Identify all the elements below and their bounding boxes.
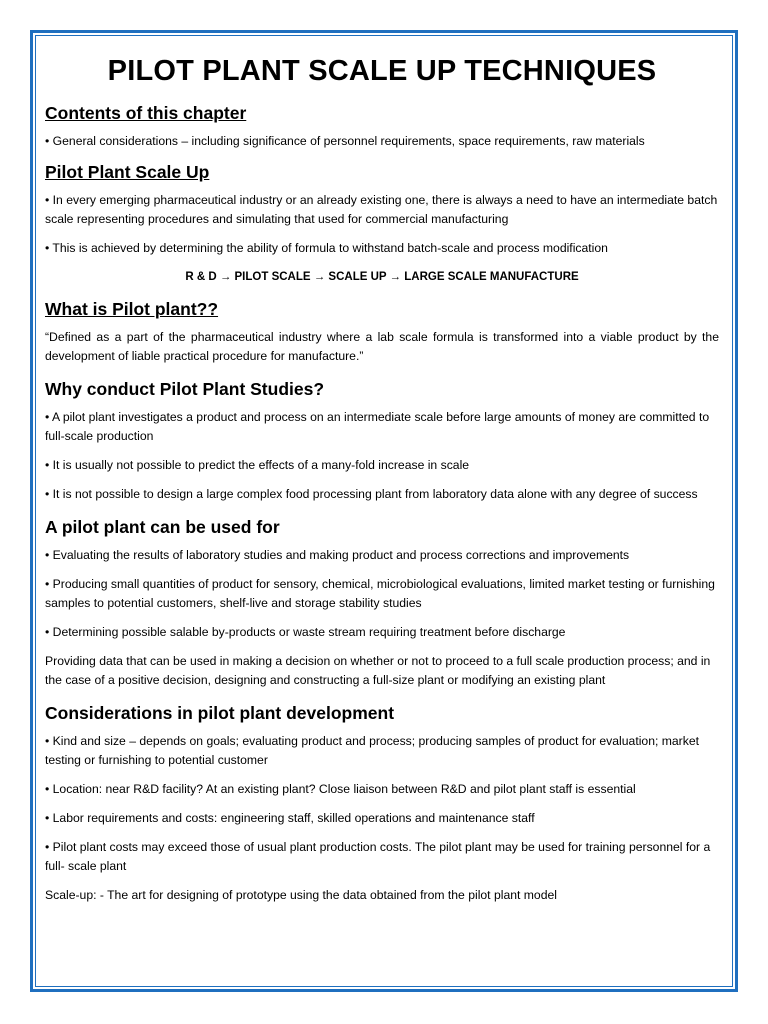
scale-up-item: • In every emerging pharmaceutical industry or an already existing one, there is always a need to have an intermediate batch scale representing procedures and simulating that used for commercial manufacturing (45, 193, 718, 226)
section-heading-considerations: Considerations in pilot plant development (45, 703, 395, 723)
why-item: • A pilot plant investigates a product and process on an intermediate scale before large amounts of money are committed to full-scale production (45, 410, 710, 443)
process-flow-line: R & D → PILOT SCALE → SCALE UP → LARGE SCALE MANUFACTURE (185, 271, 579, 283)
considerations-item: • Pilot plant costs may exceed those of usual plant production costs. The pilot plant may be used for training personnel for a full- scale plant (45, 840, 711, 873)
definition-quote: “Defined as a part of the pharmaceutical industry where a lab scale formula is transformed into a viable product by the development of liable practical procedure for manufacture.” (45, 330, 719, 363)
uses-item: • Determining possible salable by-products or waste stream requiring treatment before discharge (45, 625, 566, 639)
considerations-item: • Location: near R&D facility? At an existing plant? Close liaison between R&D and pilot plant staff is essential (45, 782, 636, 796)
uses-item: • Producing small quantities of product for sensory, chemical, microbiological evaluations, limited market testing or furnishing samples to potential customers, shelf-live and storage stability studies (45, 577, 715, 610)
section-heading-contents: Contents of this chapter (45, 103, 247, 123)
contents-item: • General considerations – including significance of personnel requirements, space requirements, raw materials (45, 134, 645, 148)
considerations-item: • Labor requirements and costs: engineering staff, skilled operations and maintenance staff (45, 811, 535, 825)
section-heading-uses: A pilot plant can be used for (45, 517, 280, 537)
document-body (45, 50, 719, 915)
scale-up-item: • This is achieved by determining the ability of formula to withstand batch-scale and process modification (45, 241, 608, 255)
uses-paragraph: Providing data that can be used in making a decision on whether or not to proceed to a full scale production process; and in the case of a positive decision, designing and constructing a full-size plant or modifying an existing plant (45, 654, 711, 687)
uses-item: • Evaluating the results of laboratory studies and making product and process corrections and improvements (45, 548, 630, 562)
document-title: PILOT PLANT SCALE UP TECHNIQUES (107, 55, 657, 87)
considerations-item: • Kind and size – depends on goals; evaluating product and process; producing samples of product for evaluation; market testing or furnishing to potential customer (45, 734, 699, 767)
section-heading-scale-up: Pilot Plant Scale Up (45, 162, 210, 182)
section-heading-why: Why conduct Pilot Plant Studies? (45, 379, 325, 399)
scale-up-definition: Scale-up: - The art for designing of prototype using the data obtained from the pilot plant model (45, 888, 557, 902)
why-item: • It is usually not possible to predict the effects of a many-fold increase in scale (45, 458, 470, 472)
why-item: • It is not possible to design a large complex food processing plant from laboratory data alone with any degree of success (45, 487, 698, 501)
section-heading-what-is: What is Pilot plant?? (45, 299, 219, 319)
